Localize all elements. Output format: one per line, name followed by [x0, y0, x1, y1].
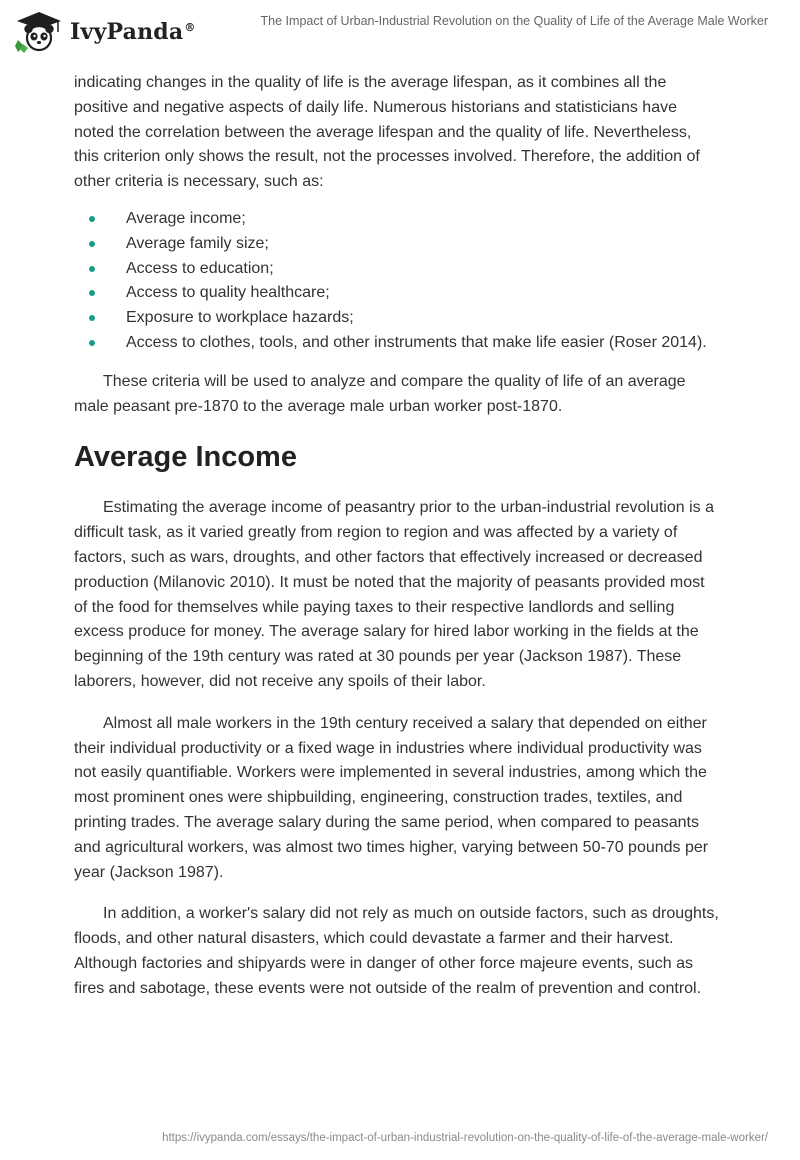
list-item-text: Average income;	[126, 209, 246, 227]
bullet-dot-icon	[89, 290, 95, 296]
list-item-text: Access to education;	[126, 259, 274, 277]
list-item	[74, 281, 720, 306]
intro-paragraph: indicating changes in the quality of life is the average lifespan, as it combines all the positive and negative aspects of daily life. Numerous historians and statisticians have noted the correlation between the average lifespan and the quality of life. Nevertheless, this criterion only shows the result, not the processes involved. Therefore, the addition of other criteria is necessary, such as:	[74, 74, 700, 191]
bullet-dot-icon	[89, 216, 95, 222]
list-item-text: Exposure to workplace hazards;	[126, 309, 354, 327]
criteria-summary-paragraph: These criteria will be used to analyze and compare the quality of life of an average male peasant pre-1870 to the average male urban worker post-1870.	[74, 372, 686, 415]
list-item	[74, 306, 720, 331]
bullet-dot-icon	[89, 266, 95, 272]
body-paragraph: In addition, a worker's salary did not rely as much on outside factors, such as droughts, floods, and other natural disasters, which could devastate a farmer and their harvest. Although factories and shipyards were in danger of other force majeure events, such as fires and sabotage, these events were not outside of the realm of prevention and control.	[74, 905, 719, 997]
bullet-dot-icon	[89, 340, 95, 346]
list-item-text: Access to quality healthcare;	[126, 284, 330, 302]
section-heading: Average Income	[74, 441, 297, 474]
list-item	[74, 207, 720, 232]
registered-mark: ®	[184, 20, 196, 34]
document-title: The Impact of Urban-Industrial Revolution on the Quality of Life of the Average Male Worker	[260, 14, 768, 28]
brand-name: IvyPanda®	[70, 19, 196, 45]
list-item-text: Average family size;	[126, 234, 269, 252]
panda-graduate-logo-icon	[14, 10, 64, 54]
list-item-text: Access to clothes, tools, and other instruments that make life easier (Roser 2014).	[126, 333, 707, 351]
brand-logo[interactable]	[14, 10, 196, 54]
list-item	[74, 232, 720, 257]
body-paragraph: Estimating the average income of peasantry prior to the urban-industrial revolution is a difficult task, as it varied greatly from region to region and was affected by a variety of factors, such as wars, droughts, and other factors that effectively increased or decreased production (Milanovic 2010). It must be noted that the majority of peasants provided most of the food for themselves while paying taxes to their respective landlords and selling excess produce for money. The average salary for hired labor working in the fields at the beginning of the 19th century was rated at 30 pounds per year (Jackson 1987). These laborers, however, did not receive any spoils of their labor.	[74, 499, 714, 690]
essay-content	[74, 71, 720, 1002]
source-url-link[interactable]: https://ivypanda.com/essays/the-impact-of-urban-industrial-revolution-on-the-quality-of-life-of-the-average-male-worker/	[162, 1132, 768, 1144]
list-item	[74, 331, 720, 356]
bullet-dot-icon	[89, 315, 95, 321]
list-item	[74, 257, 720, 282]
page-header	[0, 0, 800, 64]
body-paragraph: Almost all male workers in the 19th century received a salary that depended on either their individual productivity or a fixed wage in industries where individual productivity was not easily quantifiable. Workers were implemented in several industries, among which the most prominent ones were shipbuilding, engineering, construction trades, textiles, and printing trades. The average salary during the same period, when compared to peasants and agricultural workers, was almost two times higher, varying between 50-70 pounds per year (Jackson 1987).	[74, 714, 709, 881]
criteria-list	[74, 207, 720, 356]
bullet-dot-icon	[89, 241, 95, 247]
